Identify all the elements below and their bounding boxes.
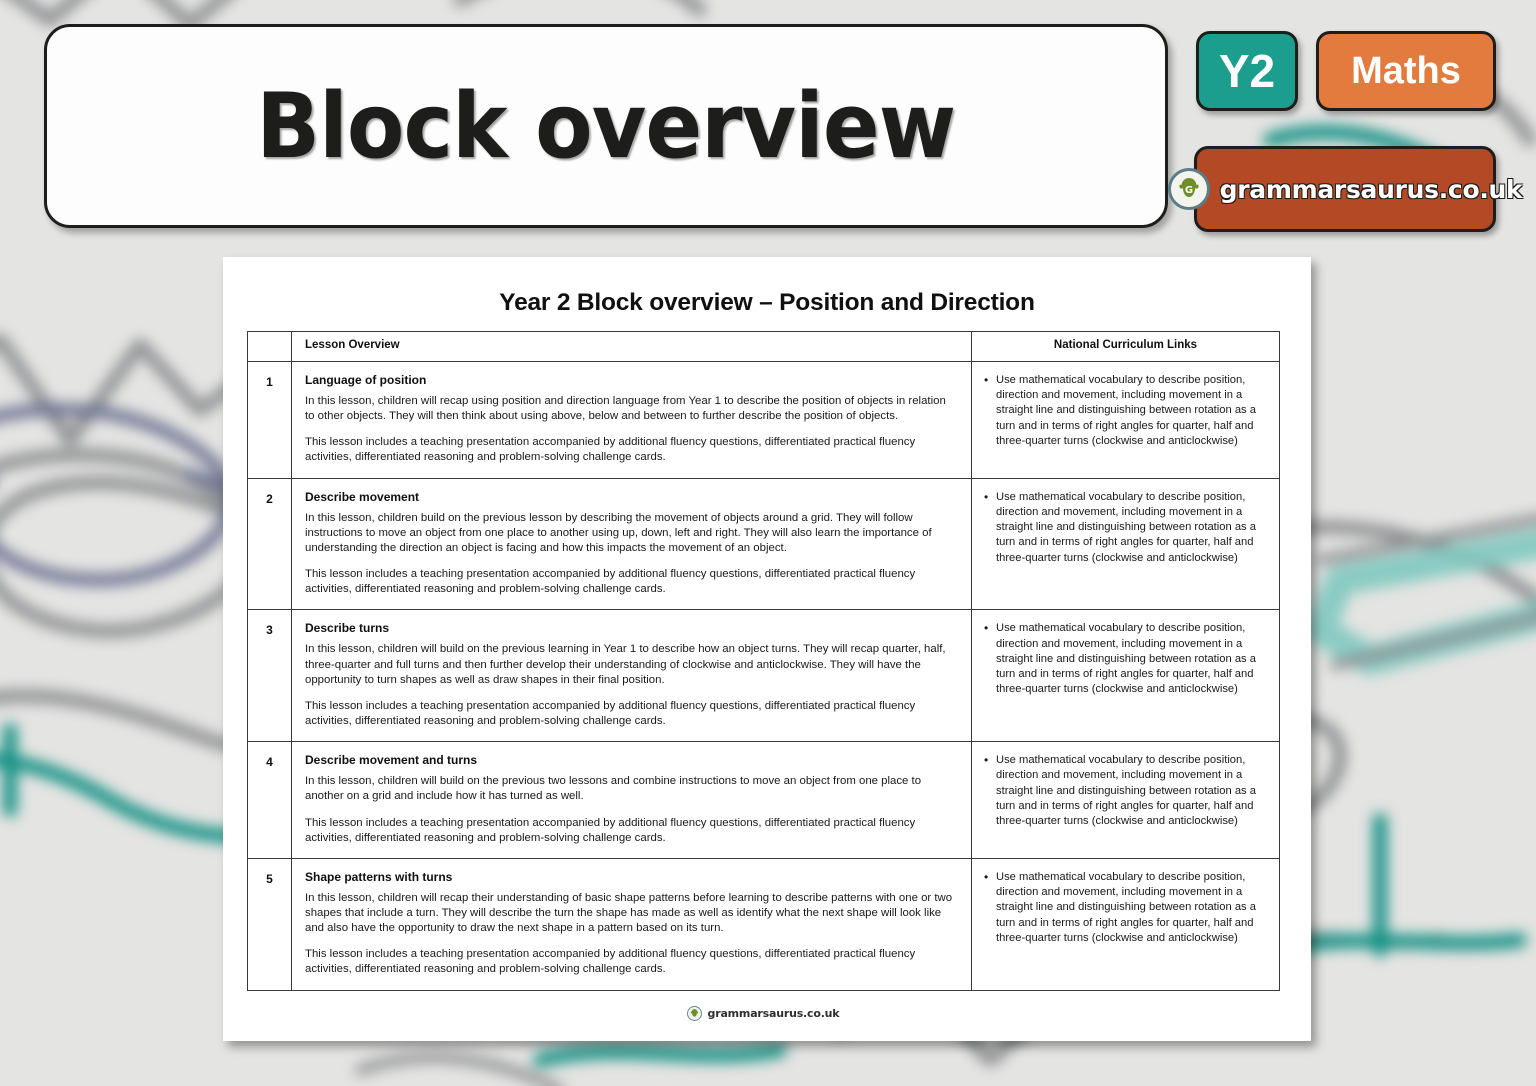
- lesson-overview-cell: [292, 478, 972, 610]
- grammarsaurus-dino-icon: [687, 1006, 702, 1021]
- nc-link-item: • Use mathematical vocabulary to describe position, direction and movement, including movement in a straight line and distinguishing between rotation as a turn and in terms of right angles for quarter, half and three-quarter turns (clockwise and anticlockwise): [984, 870, 1269, 946]
- document-title: Year 2 Block overview – Position and Direction: [499, 289, 1035, 316]
- document-card: [223, 257, 1311, 1041]
- table-row: [248, 478, 1280, 610]
- lesson-description: In this lesson, children will recap their understanding of basic shape patterns before learning to describe patterns with one or two shapes that include a turn. They will describe the turn the shape has made as well as identify what the next shape will look like and also have the opportunity to draw the next shape in a pattern based on its turn.: [305, 891, 953, 935]
- nc-links-list: [984, 753, 1269, 829]
- table-row: [248, 362, 1280, 479]
- svg-text:G: G: [1184, 185, 1193, 196]
- lesson-overview-cell: [292, 858, 972, 990]
- lesson-heading: Describe movement: [305, 489, 420, 504]
- column-header-lesson-overview: Lesson Overview: [292, 332, 972, 362]
- grammarsaurus-dino-icon: [1168, 168, 1210, 210]
- national-curriculum-cell: [972, 858, 1280, 990]
- lesson-overview-cell: [292, 742, 972, 859]
- lesson-heading: Describe turns: [305, 621, 390, 636]
- column-header-national-curriculum-links: National Curriculum Links: [972, 332, 1280, 362]
- lesson-description: In this lesson, children will build on the previous learning in Year 1 to describe how an object turns. They will recap quarter, half, three-quarter and full turns and then further develop their understanding of clockwise and anticlockwise. They will have the opportunity to turn shapes as well as draw shapes in their final position.: [305, 643, 946, 686]
- table-header: [248, 332, 1280, 362]
- footer-brand-label: grammarsaurus.co.uk: [707, 1006, 840, 1020]
- brand-bar[interactable]: [1184, 146, 1523, 232]
- lesson-description: In this lesson, children build on the previous lesson by describing the movement of objects around a grid. They will follow instructions to move an object from one place to another using up, down, left and right. They will also learn the importance of understanding the direction an object is facing and how this impacts the movement of an object.: [305, 511, 932, 554]
- lesson-heading: Shape patterns with turns: [305, 869, 453, 884]
- nc-link-item: • Use mathematical vocabulary to describe position, direction and movement, including movement in a straight line and distinguishing between rotation as a turn and in terms of right angles for quarter, half and three-quarter turns (clockwise and anticlockwise): [984, 373, 1269, 449]
- lesson-resources-note: This lesson includes a teaching presentation accompanied by additional fluency questions, differentiated practical fluency activities, differentiated reasoning and problem-solving challenge cards.: [305, 816, 916, 844]
- lesson-overview-cell: [292, 610, 972, 742]
- nc-link-item: • Use mathematical vocabulary to describe position, direction and movement, including movement in a straight line and distinguishing between rotation as a turn and in terms of right angles for quarter, half and three-quarter turns (clockwise and anticlockwise): [984, 490, 1269, 566]
- table-body: [248, 362, 1280, 991]
- national-curriculum-cell: [972, 362, 1280, 479]
- lesson-description: In this lesson, children will build on the previous two lessons and combine instructions to move an object from one place to another on a grid and include how it has turned as well.: [305, 775, 922, 803]
- lesson-number: 1: [248, 362, 292, 479]
- table-header-row: [248, 332, 1280, 362]
- nc-link-item: • Use mathematical vocabulary to describe position, direction and movement, including movement in a straight line and distinguishing between rotation as a turn and in terms of right angles for quarter, half and three-quarter turns (clockwise and anticlockwise): [984, 753, 1269, 829]
- lesson-heading: Describe movement and turns: [305, 753, 478, 768]
- lesson-resources-note: This lesson includes a teaching presentation accompanied by additional fluency questions, differentiated practical fluency activities, differentiated reasoning and problem-solving challenge cards.: [305, 436, 916, 464]
- national-curriculum-cell: [972, 742, 1280, 859]
- lesson-resources-note: This lesson includes a teaching presentation accompanied by additional fluency questions, differentiated practical fluency activities, differentiated reasoning and problem-solving challenge cards.: [305, 568, 916, 596]
- block-overview-table: [247, 331, 1280, 991]
- lesson-number: 2: [248, 478, 292, 610]
- lesson-heading: Language of position: [305, 373, 427, 387]
- national-curriculum-cell: [972, 478, 1280, 610]
- nc-links-list: [984, 870, 1269, 946]
- table-row: [248, 742, 1280, 859]
- lesson-description: In this lesson, children will recap using position and direction language from Year 1 to describe the position of objects in relation to other objects. They will then think about using above, below and between to further describe the position of objects.: [305, 395, 946, 423]
- document-footer: [247, 1006, 1279, 1021]
- lesson-number: 4: [248, 742, 292, 859]
- national-curriculum-cell: [972, 610, 1280, 742]
- subject-badge: [1316, 31, 1496, 111]
- year-badge-label: Y2: [1218, 45, 1276, 97]
- table-row: [248, 858, 1280, 990]
- table-row: [248, 610, 1280, 742]
- lesson-overview-cell: [292, 362, 972, 479]
- nc-links-list: [984, 490, 1269, 566]
- year-badge: [1196, 31, 1298, 111]
- lesson-resources-note: This lesson includes a teaching presentation accompanied by additional fluency questions, differentiated practical fluency activities, differentiated reasoning and problem-solving challenge cards.: [305, 699, 916, 728]
- page-title-banner: [44, 24, 1168, 228]
- page-title: Block overview: [256, 73, 956, 179]
- column-header-number: [248, 332, 292, 362]
- nc-links-list: [984, 621, 1269, 697]
- nc-links-list: [984, 373, 1269, 449]
- brand-label: grammarsaurus.co.uk: [1219, 174, 1523, 204]
- lesson-number: 5: [248, 858, 292, 990]
- lesson-number: 3: [248, 610, 292, 742]
- nc-link-item: • Use mathematical vocabulary to describe position, direction and movement, including movement in a straight line and distinguishing between rotation as a turn and in terms of right angles for quarter, half and three-quarter turns (clockwise and anticlockwise): [984, 621, 1269, 697]
- lesson-resources-note: This lesson includes a teaching presentation accompanied by additional fluency questions, differentiated practical fluency activities, differentiated reasoning and problem-solving challenge cards.: [305, 948, 916, 976]
- subject-badge-label: Maths: [1351, 49, 1461, 92]
